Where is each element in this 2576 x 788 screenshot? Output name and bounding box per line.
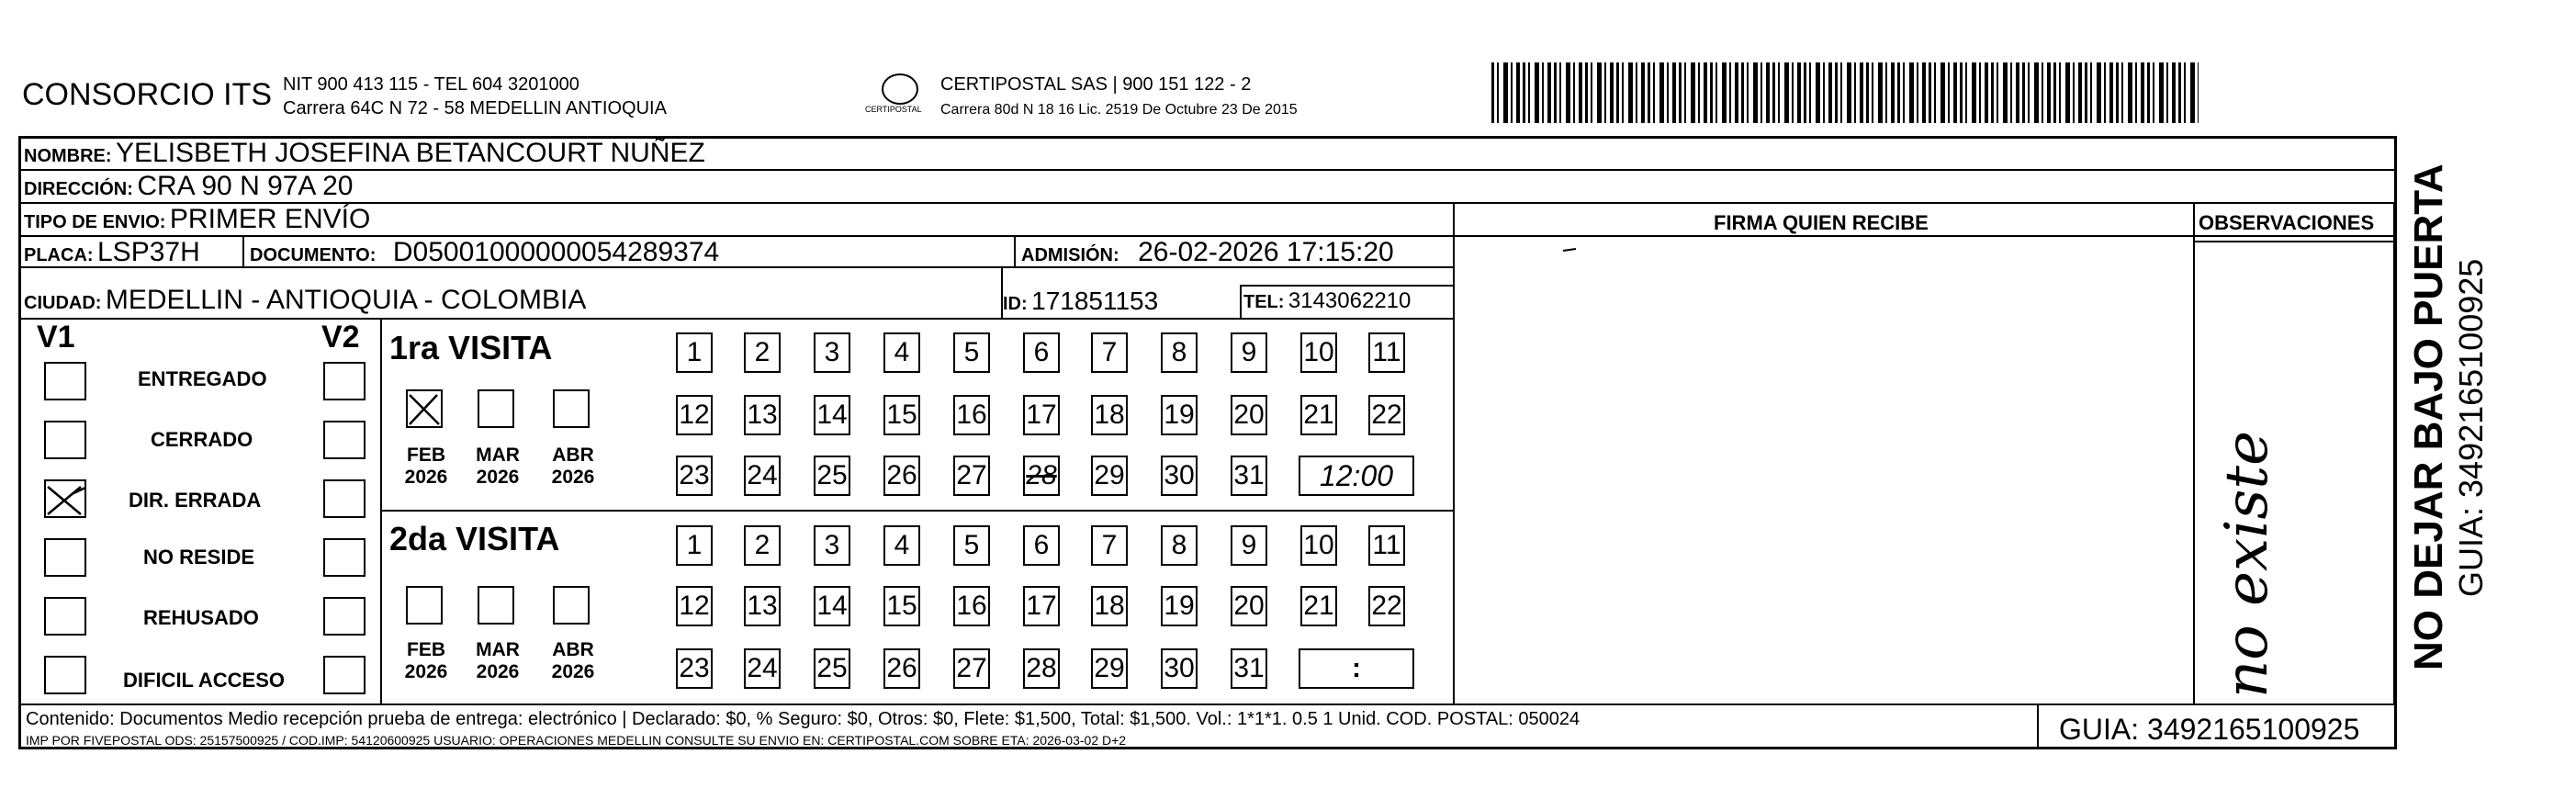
day-box[interactable]: 5 xyxy=(953,525,990,566)
delivery-form-frame xyxy=(18,136,2397,749)
v2-checkbox-cerrado[interactable] xyxy=(323,421,366,459)
day-box[interactable]: 27 xyxy=(953,648,990,689)
second-visit-month-abr[interactable] xyxy=(553,586,590,625)
direccion-value: CRA 90 N 97A 20 xyxy=(137,171,354,201)
first-month-label-abr: ABR 2026 xyxy=(551,445,595,488)
day-box[interactable]: 20 xyxy=(1231,395,1267,435)
nombre-value: YELISBETH JOSEFINA BETANCOURT NUÑEZ xyxy=(116,138,705,168)
day-box[interactable]: 10 xyxy=(1300,525,1337,566)
day-box[interactable]: 23 xyxy=(676,456,713,496)
status-cerrado: CERRADO xyxy=(151,428,253,451)
day-box[interactable]: 8 xyxy=(1161,525,1198,566)
day-box[interactable]: 7 xyxy=(1091,332,1128,373)
first-visit-time[interactable]: 12:00 xyxy=(1299,456,1414,496)
first-month-label-mar: MAR 2026 xyxy=(476,445,520,488)
day-box[interactable]: 18 xyxy=(1091,586,1128,626)
day-box[interactable]: 15 xyxy=(883,395,920,435)
v1-checkbox-dificil-acceso[interactable] xyxy=(44,656,86,694)
day-box[interactable]: 6 xyxy=(1023,332,1060,373)
status-dir-errada: DIR. ERRADA xyxy=(129,489,262,512)
day-box[interactable]: 1 xyxy=(676,332,713,373)
day-box[interactable]: 2 xyxy=(744,332,781,373)
ciudad-row xyxy=(24,285,586,316)
tipo-envio-value: PRIMER ENVÍO xyxy=(169,204,371,234)
day-box[interactable]: 17 xyxy=(1023,395,1060,435)
tel-row xyxy=(1243,288,1411,314)
check-x-icon xyxy=(406,389,443,428)
signature-stroke xyxy=(1561,246,1580,253)
admision-value: 26-02-2026 17:15:20 xyxy=(1138,237,1394,267)
day-box[interactable]: 5 xyxy=(953,332,990,373)
v1-checkbox-dir-errada[interactable] xyxy=(44,479,86,518)
ciudad-label: CIUDAD: xyxy=(24,293,102,313)
carrier-address: Carrera 80d N 18 16 Lic. 2519 De Octubre 23 De 2015 xyxy=(940,102,1298,118)
day-box[interactable]: 3 xyxy=(814,525,850,566)
first-visit-month-feb[interactable] xyxy=(406,389,443,428)
nombre-row xyxy=(24,138,705,169)
day-box[interactable]: 16 xyxy=(953,586,990,626)
day-box[interactable]: 29 xyxy=(1091,456,1128,496)
status-rehusado: REHUSADO xyxy=(143,606,259,629)
day-box[interactable]: 23 xyxy=(676,648,713,689)
id-label: ID: xyxy=(1003,294,1028,314)
day-box[interactable]: 24 xyxy=(744,456,781,496)
day-box[interactable]: 9 xyxy=(1231,525,1267,566)
v2-checkbox-rehusado[interactable] xyxy=(323,597,366,636)
tipo-envio-label: TIPO DE ENVIO: xyxy=(24,212,166,232)
day-box[interactable]: 11 xyxy=(1368,525,1405,566)
direccion-row xyxy=(24,171,354,202)
tel-value: 3143062210 xyxy=(1288,288,1412,313)
day-box[interactable]: 17 xyxy=(1023,586,1060,626)
carrier-name: CERTIPOSTAL SAS | 900 151 122 - 2 xyxy=(940,74,1252,95)
second-visit-time[interactable]: : xyxy=(1299,648,1414,689)
documento-label: DOCUMENTO: xyxy=(250,245,377,265)
firma-header: FIRMA QUIEN RECIBE xyxy=(1714,211,1929,234)
v2-checkbox-dificil-acceso[interactable] xyxy=(323,656,366,694)
second-visit-title: 2da VISITA xyxy=(389,520,560,557)
v1-header: V1 xyxy=(37,320,75,355)
check-x-icon xyxy=(44,479,86,518)
second-month-label-mar: MAR 2026 xyxy=(476,639,520,682)
v1-checkbox-rehusado[interactable] xyxy=(44,597,86,636)
day-box[interactable]: 31 xyxy=(1231,456,1267,496)
day-box[interactable]: 19 xyxy=(1161,586,1198,626)
day-box[interactable]: 26 xyxy=(883,456,920,496)
v2-checkbox-entregado[interactable] xyxy=(323,362,366,400)
day-box[interactable]: 27 xyxy=(953,456,990,496)
second-month-label-feb: FEB 2026 xyxy=(404,639,448,682)
day-box[interactable]: 14 xyxy=(814,586,850,626)
admision-label: ADMISIÓN: xyxy=(1021,245,1119,265)
side-guia: GUIA: 3492165100925 xyxy=(2452,258,2490,597)
v1-checkbox-no-reside[interactable] xyxy=(44,538,86,577)
day-box[interactable]: 4 xyxy=(883,332,920,373)
placa-label: PLACA: xyxy=(24,245,94,265)
first-month-label-feb: FEB 2026 xyxy=(404,445,448,488)
documento-row xyxy=(250,237,719,268)
day-box[interactable]: 26 xyxy=(883,648,920,689)
status-dificil-acceso: DIFICIL ACCESO xyxy=(123,669,286,692)
side-warning: NO DEJAR BAJO PUERTA xyxy=(2406,163,2451,670)
first-visit-title: 1ra VISITA xyxy=(389,329,553,366)
v1-checkbox-entregado[interactable] xyxy=(44,362,86,400)
placa-row xyxy=(24,237,200,268)
documento-value: D05001000000054289374 xyxy=(392,237,720,267)
second-visit-month-feb[interactable] xyxy=(406,586,443,625)
day-box[interactable]: 16 xyxy=(953,395,990,435)
first-visit-month-mar[interactable] xyxy=(478,389,514,428)
footer-imp: IMP POR FIVEPOSTAL ODS: 25157500925 / COD.IMP: 54120600925 USUARIO: OPERACIONES MEDELLIN CONSULTE SU ENVIO EN: CERTIPOSTAL.COM SOBRE ETA: 2026-03-02 D+2 xyxy=(26,733,1127,748)
day-box[interactable]: 28 xyxy=(1023,648,1060,689)
day-box[interactable]: 10 xyxy=(1300,332,1337,373)
day-box[interactable]: 8 xyxy=(1161,332,1198,373)
tipo-envio-row xyxy=(24,204,370,235)
footer-guia: GUIA: 3492165100925 xyxy=(2059,713,2360,746)
day-box[interactable]: 20 xyxy=(1231,586,1267,626)
status-no-reside: NO RESIDE xyxy=(143,546,255,568)
day-box[interactable]: 29 xyxy=(1091,648,1128,689)
day-box[interactable]: 2 xyxy=(744,525,781,566)
day-box[interactable]: 30 xyxy=(1161,648,1198,689)
company-nit: NIT 900 413 115 - TEL 604 3201000 xyxy=(283,74,579,95)
barcode xyxy=(1491,62,2199,123)
day-box[interactable]: 21 xyxy=(1300,586,1337,626)
day-box[interactable]: 18 xyxy=(1091,395,1128,435)
v2-checkbox-dir-errada[interactable] xyxy=(323,479,366,518)
day-box[interactable]: 15 xyxy=(883,586,920,626)
tel-label: TEL: xyxy=(1243,292,1285,312)
day-box[interactable]: 22 xyxy=(1368,586,1405,626)
ciudad-value: MEDELLIN - ANTIOQUIA - COLOMBIA xyxy=(105,285,587,315)
certipostal-logo-icon xyxy=(882,73,918,105)
observacion-manuscrita: no existe xyxy=(2213,431,2281,698)
placa-value: LSP37H xyxy=(97,237,200,267)
id-value: 171851153 xyxy=(1031,287,1159,315)
day-box[interactable]: 31 xyxy=(1231,648,1267,689)
day-box[interactable]: 7 xyxy=(1091,525,1128,566)
v2-checkbox-no-reside[interactable] xyxy=(323,538,366,577)
day-box[interactable]: 22 xyxy=(1368,395,1405,435)
day-box[interactable]: 1 xyxy=(676,525,713,566)
v2-header: V2 xyxy=(321,320,360,355)
day-box[interactable]: 21 xyxy=(1300,395,1337,435)
day-box[interactable]: 14 xyxy=(814,395,850,435)
day-box[interactable]: 3 xyxy=(814,332,850,373)
logo-text: CERTIPOSTAL xyxy=(865,105,922,114)
day-box[interactable]: 13 xyxy=(744,586,781,626)
v1-checkbox-cerrado[interactable] xyxy=(44,421,86,459)
status-entregado: ENTREGADO xyxy=(138,367,267,390)
day-box[interactable]: 24 xyxy=(744,648,781,689)
day-box[interactable]: 25 xyxy=(814,456,850,496)
day-box[interactable]: 28 xyxy=(1023,456,1060,496)
direccion-label: DIRECCIÓN: xyxy=(24,179,133,199)
observaciones-header: OBSERVACIONES xyxy=(2199,211,2375,234)
day-box[interactable]: 9 xyxy=(1231,332,1267,373)
day-box[interactable]: 11 xyxy=(1368,332,1405,373)
footer-contenido: Contenido: Documentos Medio recepción prueba de entrega: electrónico | Declarado: $0, % Seguro: $0, Otros: $0, Flete: $1,500, Total: $1,500. Vol.: 1*1*1. 0.5 1 Unid. COD. POSTAL: 050024 xyxy=(26,709,1580,729)
day-box[interactable]: 30 xyxy=(1161,456,1198,496)
first-visit-month-abr[interactable] xyxy=(553,389,590,428)
day-box[interactable]: 19 xyxy=(1161,395,1198,435)
day-box[interactable]: 12 xyxy=(676,395,713,435)
company-name: CONSORCIO ITS xyxy=(22,77,273,112)
day-box[interactable]: 4 xyxy=(883,525,920,566)
second-visit-month-mar[interactable] xyxy=(478,586,514,625)
nombre-label: NOMBRE: xyxy=(24,146,112,166)
admision-row xyxy=(1021,237,1394,268)
day-box[interactable]: 12 xyxy=(676,586,713,626)
id-row xyxy=(1003,287,1158,316)
second-month-label-abr: ABR 2026 xyxy=(551,639,595,682)
day-box[interactable]: 25 xyxy=(814,648,850,689)
company-address: Carrera 64C N 72 - 58 MEDELLIN ANTIOQUIA xyxy=(283,98,667,118)
day-box[interactable]: 6 xyxy=(1023,525,1060,566)
day-box[interactable]: 13 xyxy=(744,395,781,435)
